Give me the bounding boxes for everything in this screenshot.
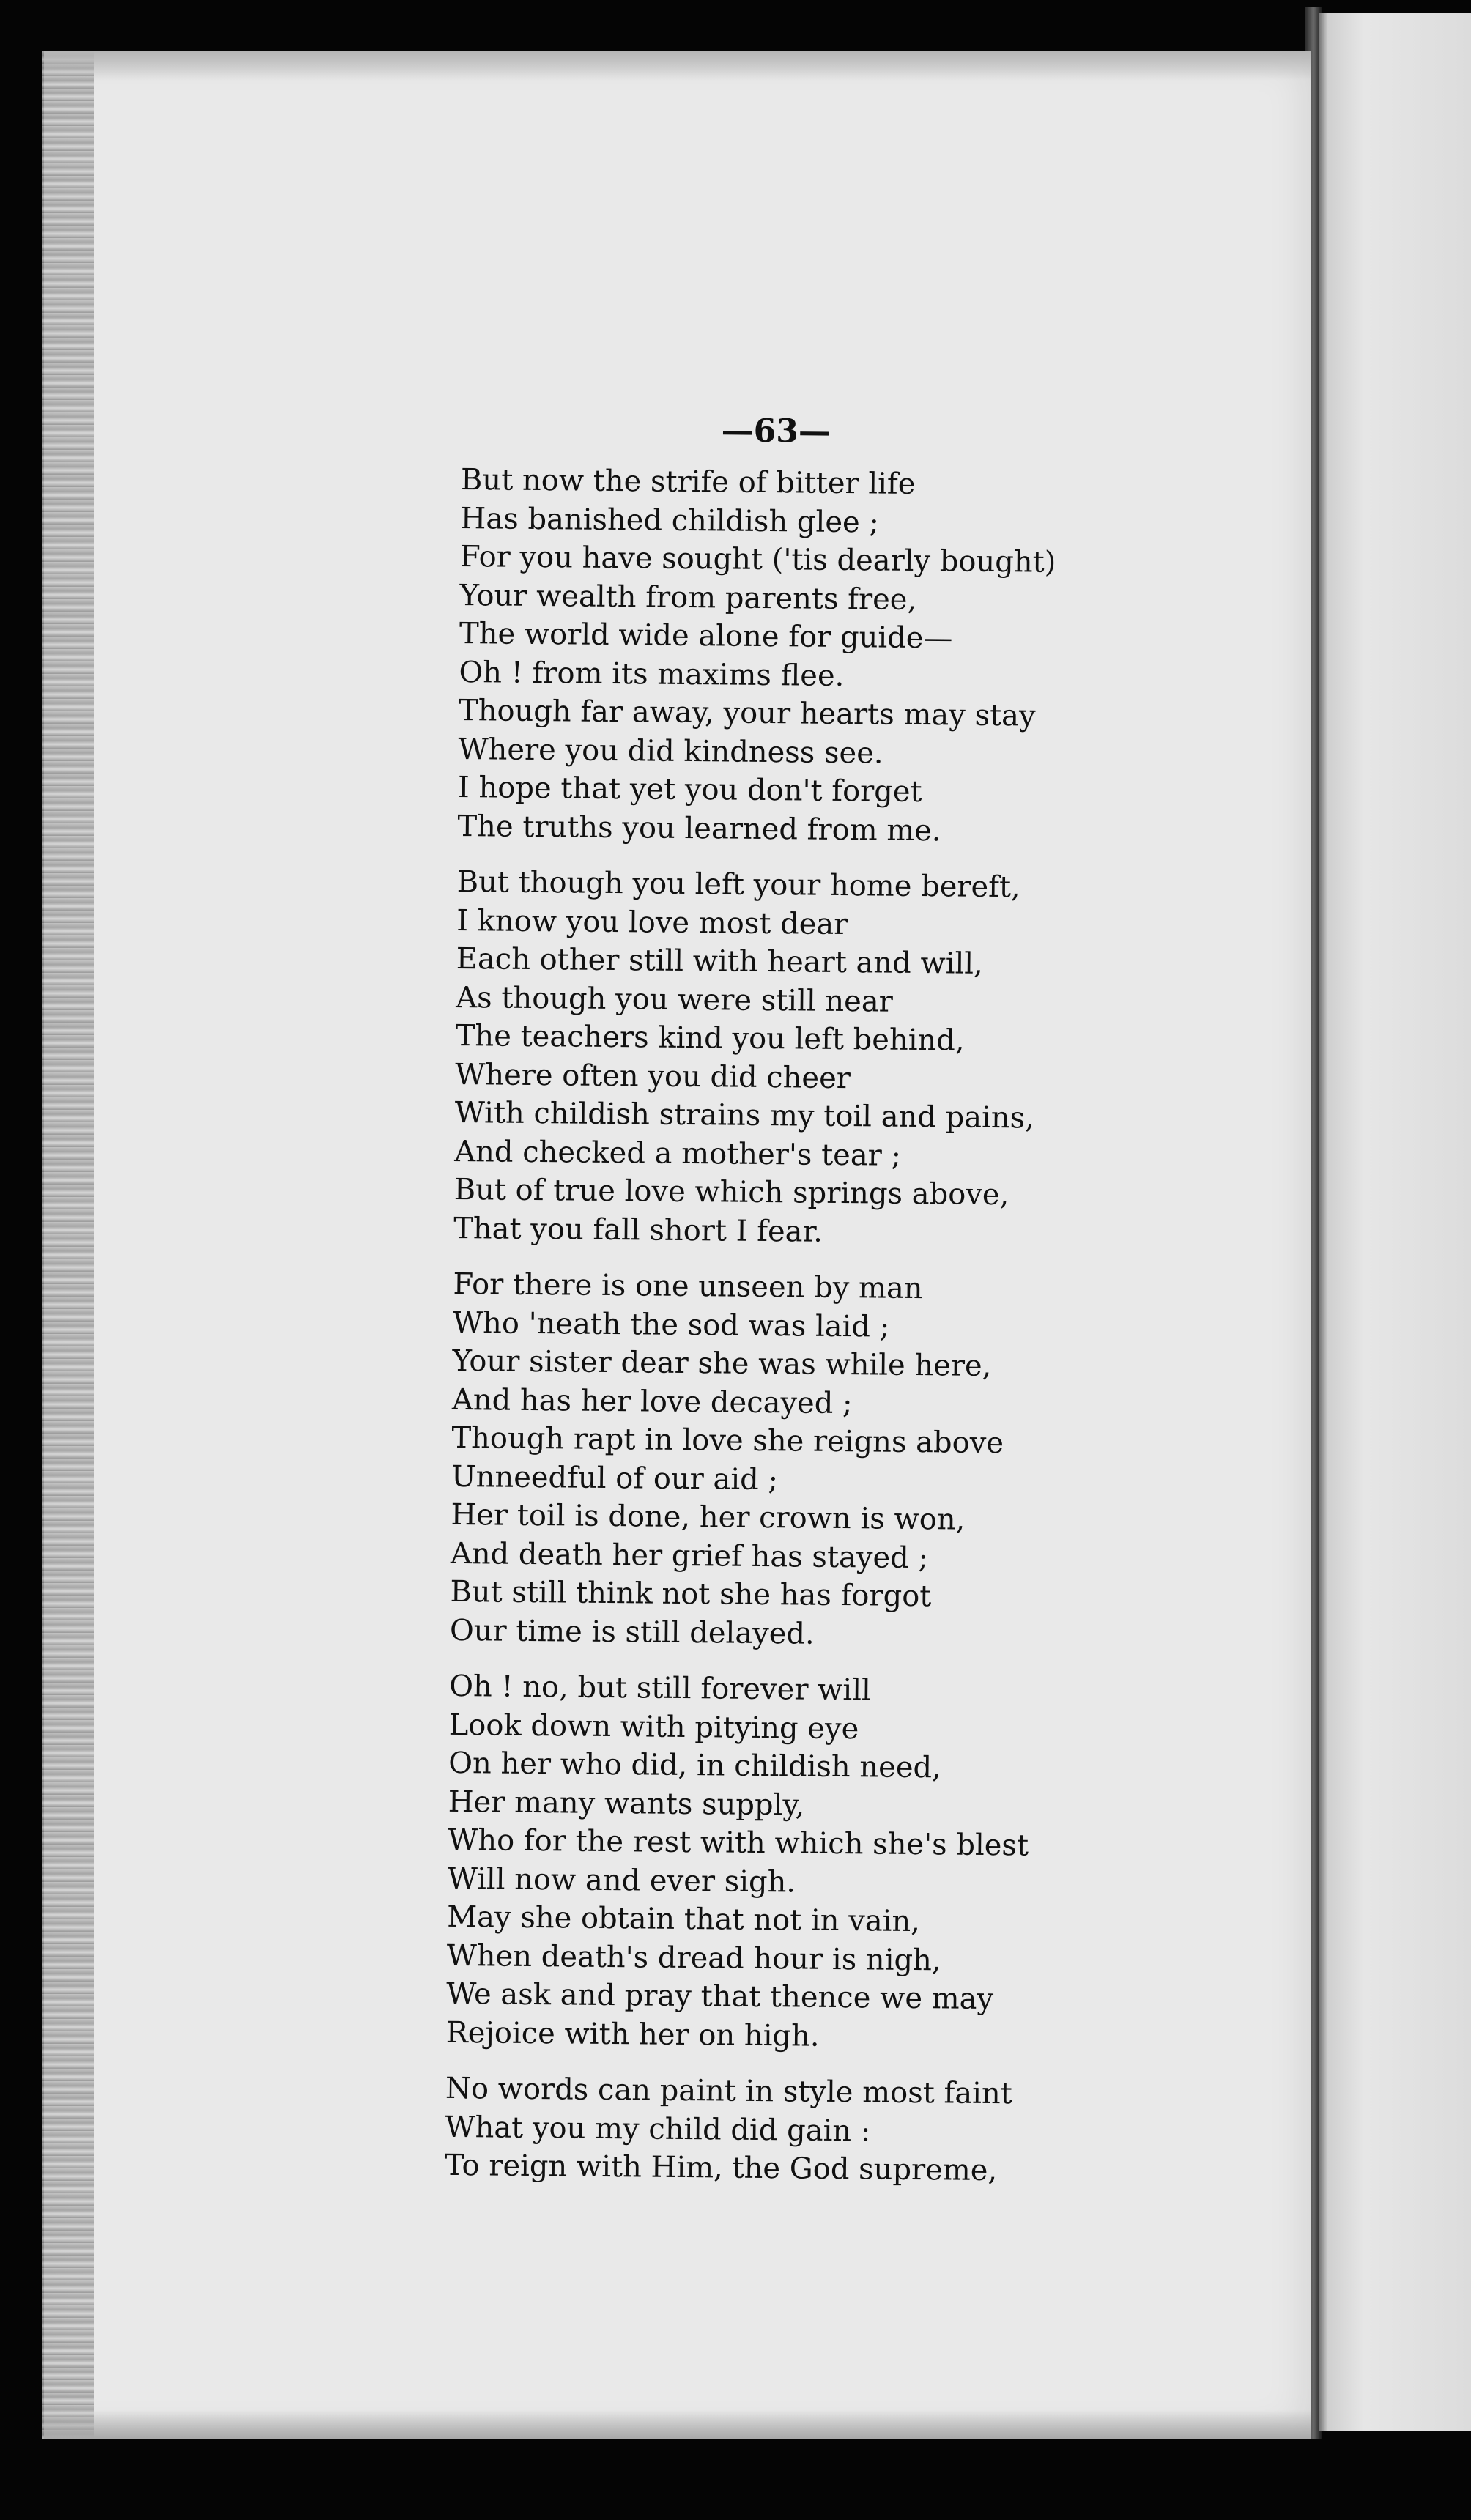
page-left-edge xyxy=(42,51,94,2439)
poem-line: Where often you did cheer xyxy=(455,1057,851,1095)
poem-line: What you my child did gain : xyxy=(445,2110,871,2148)
poem-line: Look down with pitying eye xyxy=(448,1708,859,1746)
poem-line: For you have sought ('tis dearly bought) xyxy=(459,539,1056,579)
poem-stanza xyxy=(450,1265,1296,1658)
poem-line: And death her grief has stayed ; xyxy=(450,1536,929,1575)
poem-line: And has her love decayed ; xyxy=(451,1382,853,1420)
poem-line: When death's dread hour is nigh, xyxy=(446,1938,941,1977)
poem-text-block xyxy=(444,407,1303,2210)
adjacent-page xyxy=(1319,13,1471,2431)
poem-line: Oh ! no, but still forever will xyxy=(449,1669,872,1708)
poem-line: I know you love most dear xyxy=(456,903,848,941)
poem-stanza xyxy=(445,1667,1292,2060)
page-bottom-edge xyxy=(44,2410,1311,2439)
poem-line: Though rapt in love she reigns above xyxy=(451,1420,1004,1461)
poem-line: We ask and pray that thence we may xyxy=(445,1976,994,2017)
poem-line: Where you did kindness see. xyxy=(458,732,883,771)
poem-line: That you fall short I fear. xyxy=(453,1211,823,1249)
poem-line: But still think not she has forgot xyxy=(450,1574,932,1614)
poem-line: The truths you learned from me. xyxy=(457,809,941,848)
poem-line: Your sister dear she was while here, xyxy=(452,1344,992,1384)
poem-line: But of true love which springs above, xyxy=(453,1172,1009,1212)
poem-line: Our time is still delayed. xyxy=(449,1613,815,1651)
poem-line: Who 'neath the sod was laid ; xyxy=(452,1305,890,1344)
poem-stanzas xyxy=(445,461,1304,2193)
poem-line: Has banished childish glee ; xyxy=(460,501,880,539)
poem-line: To reign with Him, the God supreme, xyxy=(444,2148,998,2188)
poem-line: As though you were still near xyxy=(456,980,894,1019)
poem-line: No words can paint in style most faint xyxy=(445,2071,1013,2111)
poem-stanza xyxy=(453,863,1300,1256)
poem-stanza xyxy=(445,2069,1288,2193)
poem-line: Her toil is done, her crown is won, xyxy=(451,1497,966,1537)
poem-line: Your wealth from parents free, xyxy=(459,578,917,617)
poem-line: Her many wants supply, xyxy=(448,1785,805,1823)
poem-line: The teachers kind you left behind, xyxy=(455,1018,965,1058)
poem-line: The world wide alone for guide— xyxy=(459,616,953,656)
poem-line: With childish strains my toil and pains, xyxy=(454,1095,1035,1135)
poem-line: Who for the rest with which she's blest xyxy=(447,1823,1029,1863)
poem-line: But now the strife of bitter life xyxy=(460,462,916,501)
poem-line: Will now and ever sigh. xyxy=(447,1861,796,1899)
page-number: —63— xyxy=(721,412,831,451)
poem-line: I hope that yet you don't forget xyxy=(457,770,922,809)
poem-stanza xyxy=(457,461,1303,853)
poem-line: Rejoice with her on high. xyxy=(445,2015,820,2053)
page-top-edge xyxy=(44,51,1311,81)
poem-line: Oh ! from its maxims flee. xyxy=(459,655,845,693)
poem-line: For there is one unseen by man xyxy=(453,1267,923,1306)
poem-line: But though you left your home bereft, xyxy=(456,864,1020,905)
poem-line: On her who did, in childish need, xyxy=(448,1746,942,1785)
poem-line: May she obtain that not in vain, xyxy=(446,1900,921,1939)
poem-line: And checked a mother's tear ; xyxy=(454,1134,902,1173)
poem-line: Though far away, your hearts may stay xyxy=(458,693,1036,733)
poem-line: Unneedful of our aid ; xyxy=(451,1459,779,1497)
poem-line: Each other still with heart and will, xyxy=(456,941,984,981)
